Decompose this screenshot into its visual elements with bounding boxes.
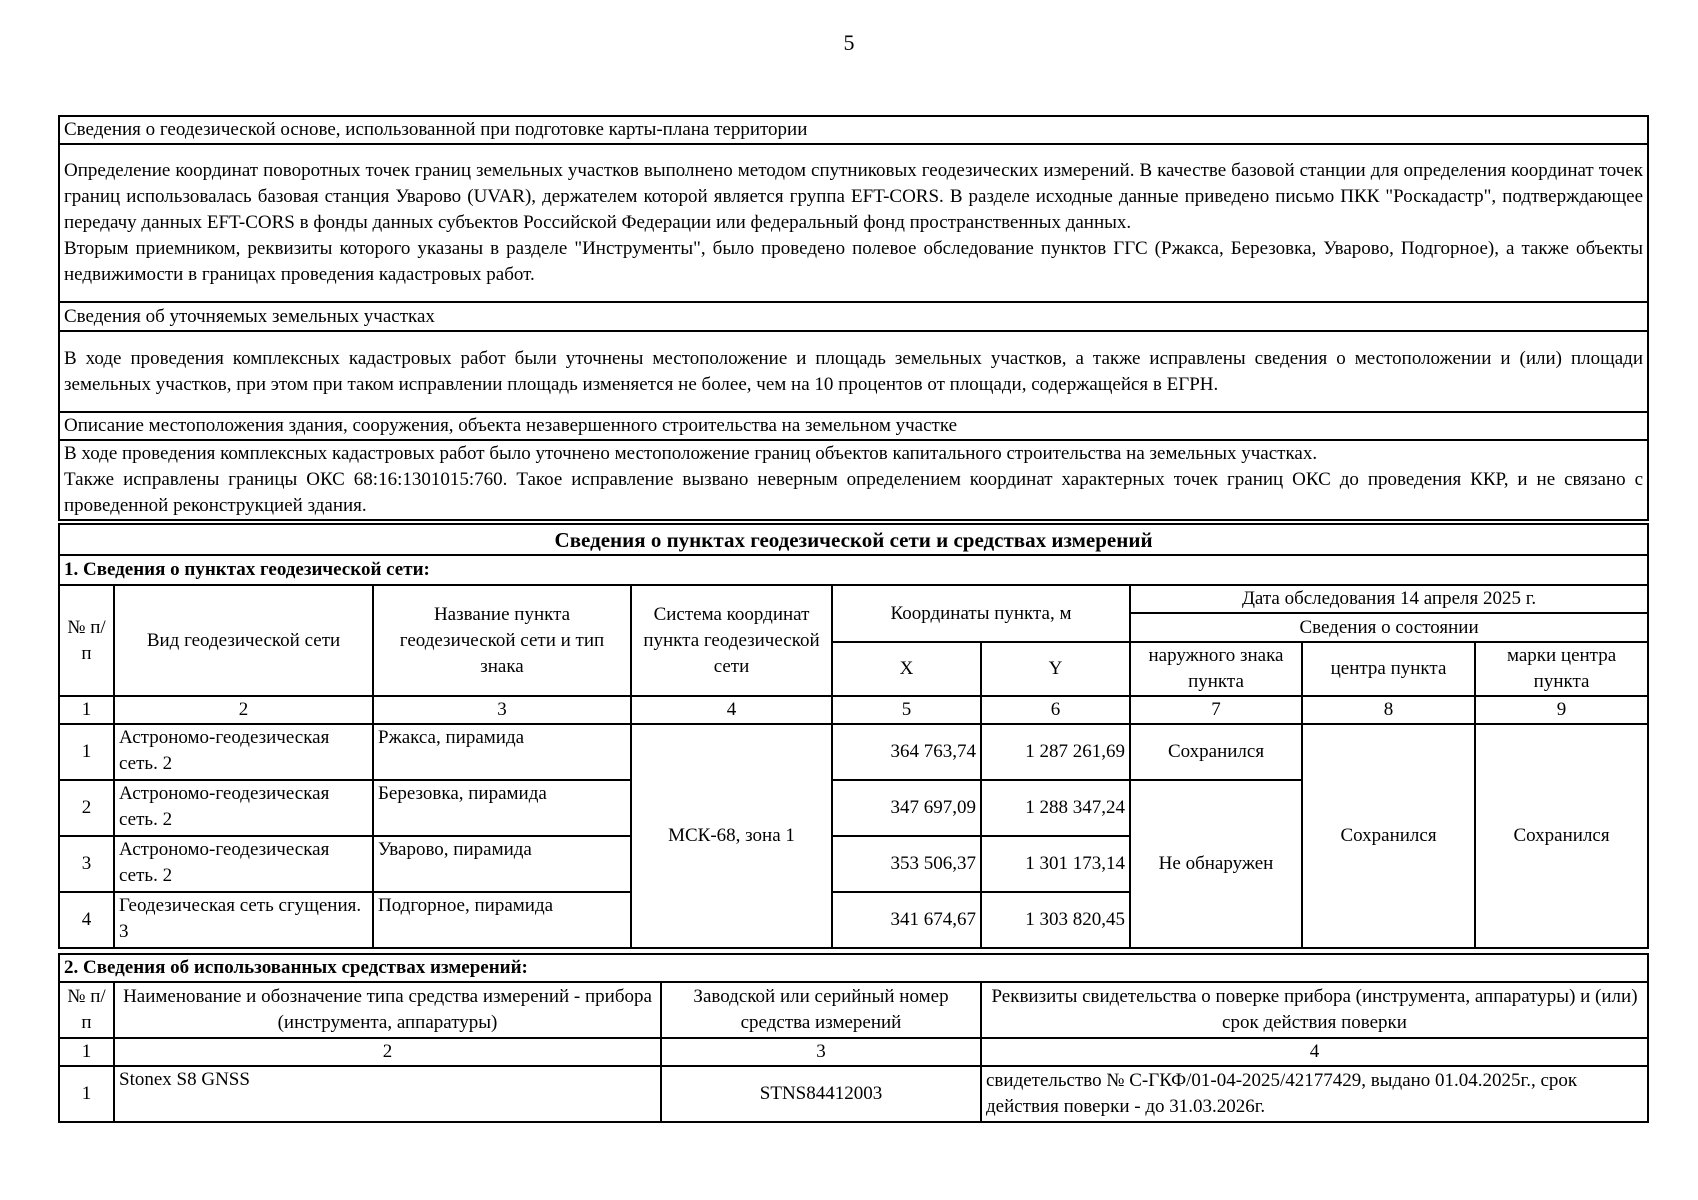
header-survey-date: Дата обследования 14 апреля 2025 г.: [1130, 585, 1648, 613]
inst-row-num: 1: [59, 1066, 114, 1122]
row-network-type: Геодезическая сеть сгущения. 3: [114, 892, 373, 948]
header-outer-sign: наружного знака пункта: [1130, 642, 1302, 696]
instruments-subtitle: 2. Сведения об использованных средствах измерений:: [59, 954, 1648, 982]
row-y: 1 303 820,45: [981, 892, 1130, 948]
inst-row-serial: STNS84412003: [661, 1066, 981, 1122]
network-section-title: Сведения о пунктах геодезической сети и средствах измерений: [59, 524, 1648, 555]
row-point-name: Березовка, пирамида: [373, 780, 631, 836]
building-location-paragraph-1: В ходе проведения комплексных кадастровых работ было уточнено местоположение границ объектов капитального строительства на земельных участках.: [64, 443, 1318, 464]
geodetic-basis-paragraph-2: Вторым приемником, реквизиты которого указаны в разделе "Инструменты", было проведено полевое обследование пунктов ГГС (Ржакса, Березовка, Уварово, Подгорное), а также объекты недвижимости в границах проведения кадастровых работ.: [64, 238, 1643, 285]
row-y: 1 301 173,14: [981, 836, 1130, 892]
row-x: 341 674,67: [832, 892, 981, 948]
inst-header-name: Наименование и обозначение типа средства измерений - прибора (инструмента, аппаратуры): [114, 982, 661, 1038]
table-row: [59, 1066, 1648, 1122]
instruments-table: [58, 953, 1649, 1123]
col-number: 3: [373, 696, 631, 724]
outer-sign-state-cell: Не обнаружен: [1130, 780, 1302, 948]
row-num: 1: [59, 724, 114, 780]
row-point-name: Уварово, пирамида: [373, 836, 631, 892]
inst-header-serial: Заводской или серийный номер средства измерений: [661, 982, 981, 1038]
col-number: 3: [661, 1038, 981, 1066]
row-num: 3: [59, 836, 114, 892]
header-x: X: [832, 642, 981, 696]
inst-header-num: № п/п: [59, 982, 114, 1038]
col-number: 6: [981, 696, 1130, 724]
coord-system-cell: МСК-68, зона 1: [631, 724, 832, 948]
col-number: 4: [981, 1038, 1648, 1066]
column-number-row: [59, 1038, 1648, 1066]
row-num: 4: [59, 892, 114, 948]
header-coordinates: Координаты пункта, м: [832, 585, 1130, 642]
row-point-name: Подгорное, пирамида: [373, 892, 631, 948]
description-table: [58, 115, 1649, 521]
col-number: 8: [1302, 696, 1475, 724]
col-number: 2: [114, 1038, 661, 1066]
geodetic-basis-paragraph-1: Определение координат поворотных точек границ земельных участков выполнено методом спутниковых геодезических измерений. В качестве базовой станции для определения координат точек границ использовалась базовая станция Уварово (UVAR), держателем которой является группа EFT-CORS. В разделе исходные данные приведено письмо ПКК "Роскадастр", подтверждающее передачу данных EFT-CORS в фонды данных субъектов Российской Федерации или федеральный фонд пространственных данных.: [64, 160, 1643, 233]
row-x: 347 697,09: [832, 780, 981, 836]
header-y: Y: [981, 642, 1130, 696]
header-state: Сведения о состоянии: [1130, 613, 1648, 642]
center-state-cell: Сохранился: [1302, 724, 1475, 948]
page-number: 5: [843, 30, 855, 55]
row-y: 1 288 347,24: [981, 780, 1130, 836]
col-number: 4: [631, 696, 832, 724]
header-point-name: Название пункта геодезической сети и тип знака: [373, 585, 631, 696]
inst-row-certificate: свидетельство № С-ГКФ/01-04-2025/42177429, выдано 01.04.2025г., срок действия поверки - до 31.03.2026г.: [981, 1066, 1648, 1122]
col-number: 9: [1475, 696, 1648, 724]
geodetic-basis-text: [59, 144, 1648, 302]
row-x: 353 506,37: [832, 836, 981, 892]
land-plots-paragraph: В ходе проведения комплексных кадастровых работ были уточнены местоположение и площадь земельных участков, а также исправлены сведения о местоположении и (или) площади земельных участков, при этом при таком исправлении площадь изменяется не более, чем на 10 процентов от площади, содержащейся в ЕГРН.: [64, 347, 1643, 395]
row-x: 364 763,74: [832, 724, 981, 780]
land-plots-heading: Сведения об уточняемых земельных участках: [59, 302, 1648, 331]
col-number: 5: [832, 696, 981, 724]
row-network-type: Астрономо-геодезическая сеть. 2: [114, 780, 373, 836]
building-location-paragraph-2: Также исправлены границы ОКС 68:16:1301015:760. Такое исправление вызвано неверным определением координат характерных точек границ ОКС до проведения ККР, и не связано с проведенной реконструкцией здания.: [64, 469, 1643, 516]
table-row: [59, 724, 1648, 780]
row-point-name: Ржакса, пирамида: [373, 724, 631, 780]
header-center: центра пункта: [1302, 642, 1475, 696]
header-num: № п/п: [59, 585, 114, 696]
row-outer-sign-state: Сохранился: [1130, 724, 1302, 780]
row-y: 1 287 261,69: [981, 724, 1130, 780]
geodetic-basis-heading: Сведения о геодезической основе, использованной при подготовке карты-плана территории: [59, 116, 1648, 144]
land-plots-text: [59, 331, 1648, 412]
header-center-mark: марки центра пункта: [1475, 642, 1648, 696]
row-network-type: Астрономо-геодезическая сеть. 2: [114, 724, 373, 780]
column-number-row: [59, 696, 1648, 724]
col-number: 2: [114, 696, 373, 724]
center-mark-state-cell: Сохранился: [1475, 724, 1648, 948]
geodetic-network-table: [58, 523, 1649, 949]
col-number: 1: [59, 696, 114, 724]
network-subtitle: 1. Сведения о пунктах геодезической сети:: [59, 555, 1648, 585]
row-network-type: Астрономо-геодезическая сеть. 2: [114, 836, 373, 892]
building-location-heading: Описание местоположения здания, сооружения, объекта незавершенного строительства на земельном участке: [59, 412, 1648, 440]
row-num: 2: [59, 780, 114, 836]
col-number: 1: [59, 1038, 114, 1066]
inst-row-name: Stonex S8 GNSS: [114, 1066, 661, 1122]
header-coord-system: Система координат пункта геодезической сети: [631, 585, 832, 696]
building-location-text: [59, 440, 1648, 520]
inst-header-certificate: Реквизиты свидетельства о поверке прибора (инструмента, аппаратуры) и (или) срок действия поверки: [981, 982, 1648, 1038]
header-network-type: Вид геодезической сети: [114, 585, 373, 696]
col-number: 7: [1130, 696, 1302, 724]
